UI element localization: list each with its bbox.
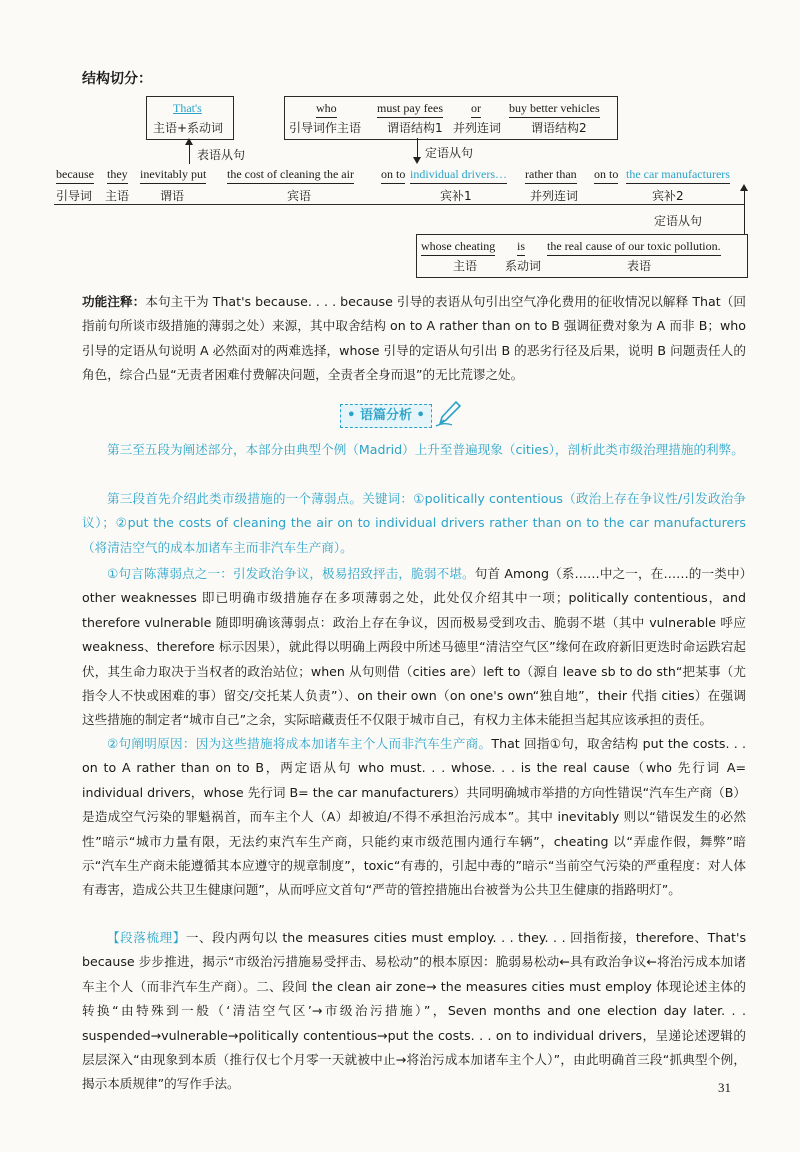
word-on-to-1: on to <box>381 167 405 184</box>
label-predicative-clause: 表语从句 <box>197 148 246 162</box>
role-whose-subject: 主语 <box>453 259 478 273</box>
analysis-sentence2 <box>82 732 746 903</box>
role-put: 谓语 <box>160 189 185 203</box>
sentence2-highlight: ②句阐明原因：因为这些措施将成本加诸车主个人而非汽车生产商。 <box>107 736 492 751</box>
role-they: 主语 <box>105 189 130 203</box>
label-attributive-clause-1: 定语从句 <box>425 146 474 160</box>
analysis-para3-summary: 第三段首先介绍此类市级措施的一个薄弱点。关键词：①politically contentious（政治上存在争议性/引发政治争议）；②put the costs of cleaning the air on to individual drivers rather than on to the car manufacturers（将清洁空气的成本加诸车主而非汽车生产商）。 <box>82 491 746 555</box>
role-who: 引导词作主语 <box>289 121 362 135</box>
pen-icon <box>434 398 464 428</box>
word-because: because <box>56 167 94 184</box>
word-or: or <box>471 101 481 118</box>
word-they: they <box>107 167 128 184</box>
word-rather-than: rather than <box>525 167 577 184</box>
role-rather: 并列连词 <box>530 189 579 203</box>
word-buy-better-vehicles: buy better vehicles <box>509 101 600 118</box>
analysis-intro: 第三至五段为阐述部分，本部分由典型个例（Madrid）上升至普遍现象（cities），剖析此类市级治理措施的利弊。 <box>107 442 744 457</box>
box-thats <box>146 96 234 140</box>
paragraph-summary <box>82 926 746 1097</box>
role-conjunction: 并列连词 <box>453 121 502 135</box>
arrow-to-manufacturers <box>744 190 745 234</box>
word-car-manufacturers: the car manufacturers <box>626 167 730 184</box>
arrow-from-who <box>417 138 418 158</box>
function-note <box>82 290 746 388</box>
word-inevitably-put: inevitably put <box>140 167 206 184</box>
sentence1-highlight: ①句言陈薄弱点之一：引发政治争议，极易招致抨击，脆弱不堪。 <box>107 566 475 581</box>
function-note-text: 本句主干为 That's because. . . . because 引导的表语从句引出空气净化费用的征收情况以解释 That（回指前句所谈市级措施的薄弱之处）来源，其中取舍结构 on to A rather than on to B 强调征费对象为 A 而非 B；who 引导的定语从句说明 A 必然面对的两难选择，whose 引导的定语从句引出 B 的恶劣行径及后果，说明 B 问题责任人的角色，综合凸显“无责者困难付费解决问题，全责者全身而退”的无比荒谬之处。 <box>82 294 747 383</box>
role-whose-predicative: 表语 <box>627 259 652 273</box>
paragraph-summary-tag: 【段落梳理】 <box>107 930 186 945</box>
sentence1-text: 句首 Among（系……中之一，在……的一类中）other weaknesses 即已明确市级措施存在多项薄弱之处，此处仅介绍其中一项；politically contentious，and therefore vulnerable 随即明确该薄弱点：政治上存在争议，因而极易受到攻击、脆弱不堪（其中 vulnerable 呼应 weakness、therefore 标示因果），就此得以明确上两段中所述马德里“清洁空气区”缘何在政府新旧更迭时命运跌宕起伏，其生命力取决于当权者的政治站位；when 从句则借（cities are）left to（源自 leave sb to do sth“把某事（尤指令人不快或困难的事）留交/交托某人负责”）、on their own（on one's own“独自地”，their 代指 cities）在强调这些措施的制定者“城市自己”之余，实际暗藏责任不仅限于城市自己，有权力主体未能担当起其应该承担的责任。 <box>82 566 746 728</box>
role-because: 引导词 <box>56 189 93 203</box>
paragraph-summary-text: 一、段内两句以 the measures cities must employ. . . they. . . 回指衔接，therefore、That's because 步步推进，揭示“市级治污措施易受抨击、易松动”的根本原因：脆弱易松动←具有政治争议←将治污成本加诸车主个人（而非汽车生产商）。二、段间 the clean air zone→ the measures cities must employ 体现论述主体的转换“由特殊到一般（‘清洁空气区’→市级治污措施）”，Seven months and one election day later. . . suspended→vulnerable→politically contentious→put the costs. . . on to individual drivers，呈递论述逻辑的层层深入“由现象到本质（推行仅七个月零一天就被中止→将治污成本加诸车主个人）”，由此明确首三段“抓典型个例，揭示本质规律”的写作手法。 <box>82 930 747 1092</box>
role-whose-linking: 系动词 <box>505 259 542 273</box>
page-number: 31 <box>718 1080 731 1095</box>
arrow-to-thats <box>189 144 190 164</box>
role-predicate2: 谓语结构2 <box>531 121 587 135</box>
role-thats: 主语+系动词 <box>153 121 224 135</box>
role-predicate1: 谓语结构1 <box>387 121 443 135</box>
label-attributive-clause-2: 定语从句 <box>654 214 703 228</box>
word-whose-cheating: whose cheating <box>421 239 495 256</box>
box-whose <box>416 234 748 278</box>
role-cost: 宾语 <box>287 189 312 203</box>
word-who: who <box>316 101 337 118</box>
word-individual-drivers: individual drivers… <box>410 167 507 184</box>
role-complement1: 宾补1 <box>440 189 472 203</box>
sentence2-text: That 回指①句，取舍结构 put the costs. . . on to A rather than on to B，两定语从句 who must. . . whose. . . is the real cause（who 先行词 A= individual drivers，whose 先行词 B= the car manufacturers）共同明确城市举措的方向性错误“汽车生产商（B）是造成空气污染的罪魁祸首，而车主个人（A）却被迫/不得不承担治污成本”。其中 inevitably 则以“错误发生的必然性”暗示“城市力量有限，无法约束汽车生产商，只能约束市级范围内通行车辆”，cheating 以“弄虚作假，舞弊”暗示“汽车生产商未能遵循其本应遵守的规章制度”，toxic“有毒的，引起中毒的”暗示“当前空气污染的严重程度：对人体有毒害，造成公共卫生健康问题”，从而呼应文首句“严苛的管控措施出台被誉为公共卫生健康的指路明灯”。 <box>82 736 746 898</box>
word-must-pay-fees: must pay fees <box>377 101 443 118</box>
word-cost-of-cleaning: the cost of cleaning the air <box>227 167 354 184</box>
word-real-cause: the real cause of our toxic pollution. <box>547 239 721 256</box>
word-on-to-2: on to <box>594 167 618 184</box>
function-note-lead: 功能注释： <box>82 294 146 309</box>
section-title: • 语篇分析 • <box>340 404 432 428</box>
analysis-sentence1 <box>82 562 746 733</box>
main-bracket <box>54 204 744 205</box>
box-who <box>284 96 618 140</box>
role-complement2: 宾补2 <box>652 189 684 203</box>
word-thats: That's <box>173 101 202 115</box>
word-is: is <box>517 239 525 256</box>
structure-title: 结构切分： <box>82 71 152 87</box>
